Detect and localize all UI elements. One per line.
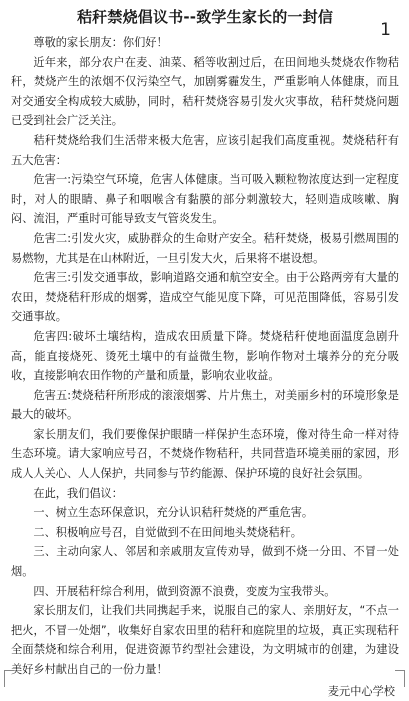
paragraph-proposal-intro: 在此，我们倡议：: [33, 486, 123, 500]
page-corner-mark-left: [4, 670, 14, 687]
proposal-item-4: 四、开展秸秆综合利用，做到资源不浪费，变废为宝我带头。: [33, 584, 336, 598]
paragraph-hazard-4: 危害四:破坏土壤结构，造成农田质量下降。焚烧秸秆使地面温度急剧升高，能直接烧死、烫死土壤中的有益微生物，影响作物对土壤养分的充分吸收，直接影响农田作物的产量和质量，影响农业收益。: [11, 329, 399, 383]
paragraph-hazards-summary: 秸秆焚烧给我们生活带来极大危害，应该引起我们高度重视。焚烧秸秆有五大危害：: [11, 133, 399, 167]
paragraph-hazard-5: 危害五:焚烧秸秆所形成的滚滚烟雾、片片焦土，对美丽乡村的环境形象是最大的破坏。: [11, 388, 399, 422]
proposal-item-2: 二、积极响应号召，自觉做到不在田间地头焚烧秸秆。: [33, 525, 302, 539]
document-title: 秸秆禁烧倡议书--致学生家长的一封信: [76, 8, 334, 26]
paragraph-hazard-2: 危害二:引发火灾，威胁群众的生命财产安全。秸秆焚烧，极易引燃周围的易燃物，尤其是在山林附近，一旦引发大火，后果将不堪设想。: [11, 231, 399, 265]
paragraph-appeal: 家长朋友们，我们要像保护眼睛一样保护生态环境，像对待生命一样对待生态环境。请大家响应号召，不焚烧作物秸秆，共同营造环境美丽的家园，形成人人关心、人人保护，共同参与节约能源、保护环境的良好社会氛围。: [11, 427, 399, 481]
paragraph-hazard-1: 危害一:污染空气环境，危害人体健康。当可吸入颗粒物浓度达到一定程度时，对人的眼睛、鼻子和咽喉含有黏膜的部分刺激较大，轻则造成咳嗽、胸闷、流泪，严重时可能导致支气管炎发生。: [11, 173, 399, 226]
paragraph-closing: 家长朋友们，让我们共同携起手来，说服自己的家人、亲朋好友，“不点一把火，不冒一处烟”，收集好自家农田里的秸秆和庭院里的垃圾，真正实现秸秆全面禁烧和综合利用，促进资源节约型社会建设，为文明城市的创建，为建设美好乡村献出自己的一份力量！: [11, 604, 399, 676]
page-number: 1: [380, 20, 391, 40]
greeting: 尊敬的家长朋友：你们好！: [33, 36, 168, 49]
signature: 麦元中心学校: [327, 684, 395, 698]
proposal-item-1: 一、树立生态环保意识，充分认识秸秆焚烧的严重危害。: [33, 506, 314, 520]
paragraph-intro: 近年来，部分农户在麦、油菜、稻等收割过后，在田间地头焚烧农作物秸秆，焚烧产生的浓烟不仅污染空气，加剧雾霾发生，严重影响人体健康，而且对交通安全构成较大威胁，同时，秸秆焚烧容易引发火灾事故，秸秆焚烧问题已受到社会广泛关注。: [11, 55, 399, 128]
proposal-item-3: 三、主动向家人、邻居和亲戚朋友宣传劝导，做到不烧一分田、不冒一处烟。: [11, 545, 399, 579]
document-body: [11, 33, 399, 680]
paragraph-hazard-3: 危害三:引发交通事故，影响道路交通和航空安全。由于公路两旁有大量的农田，焚烧秸秆形成的烟雾，造成空气能见度下降，可见范围降低，容易引发交通事故。: [11, 271, 399, 324]
page-corner-mark-right: [395, 670, 405, 687]
